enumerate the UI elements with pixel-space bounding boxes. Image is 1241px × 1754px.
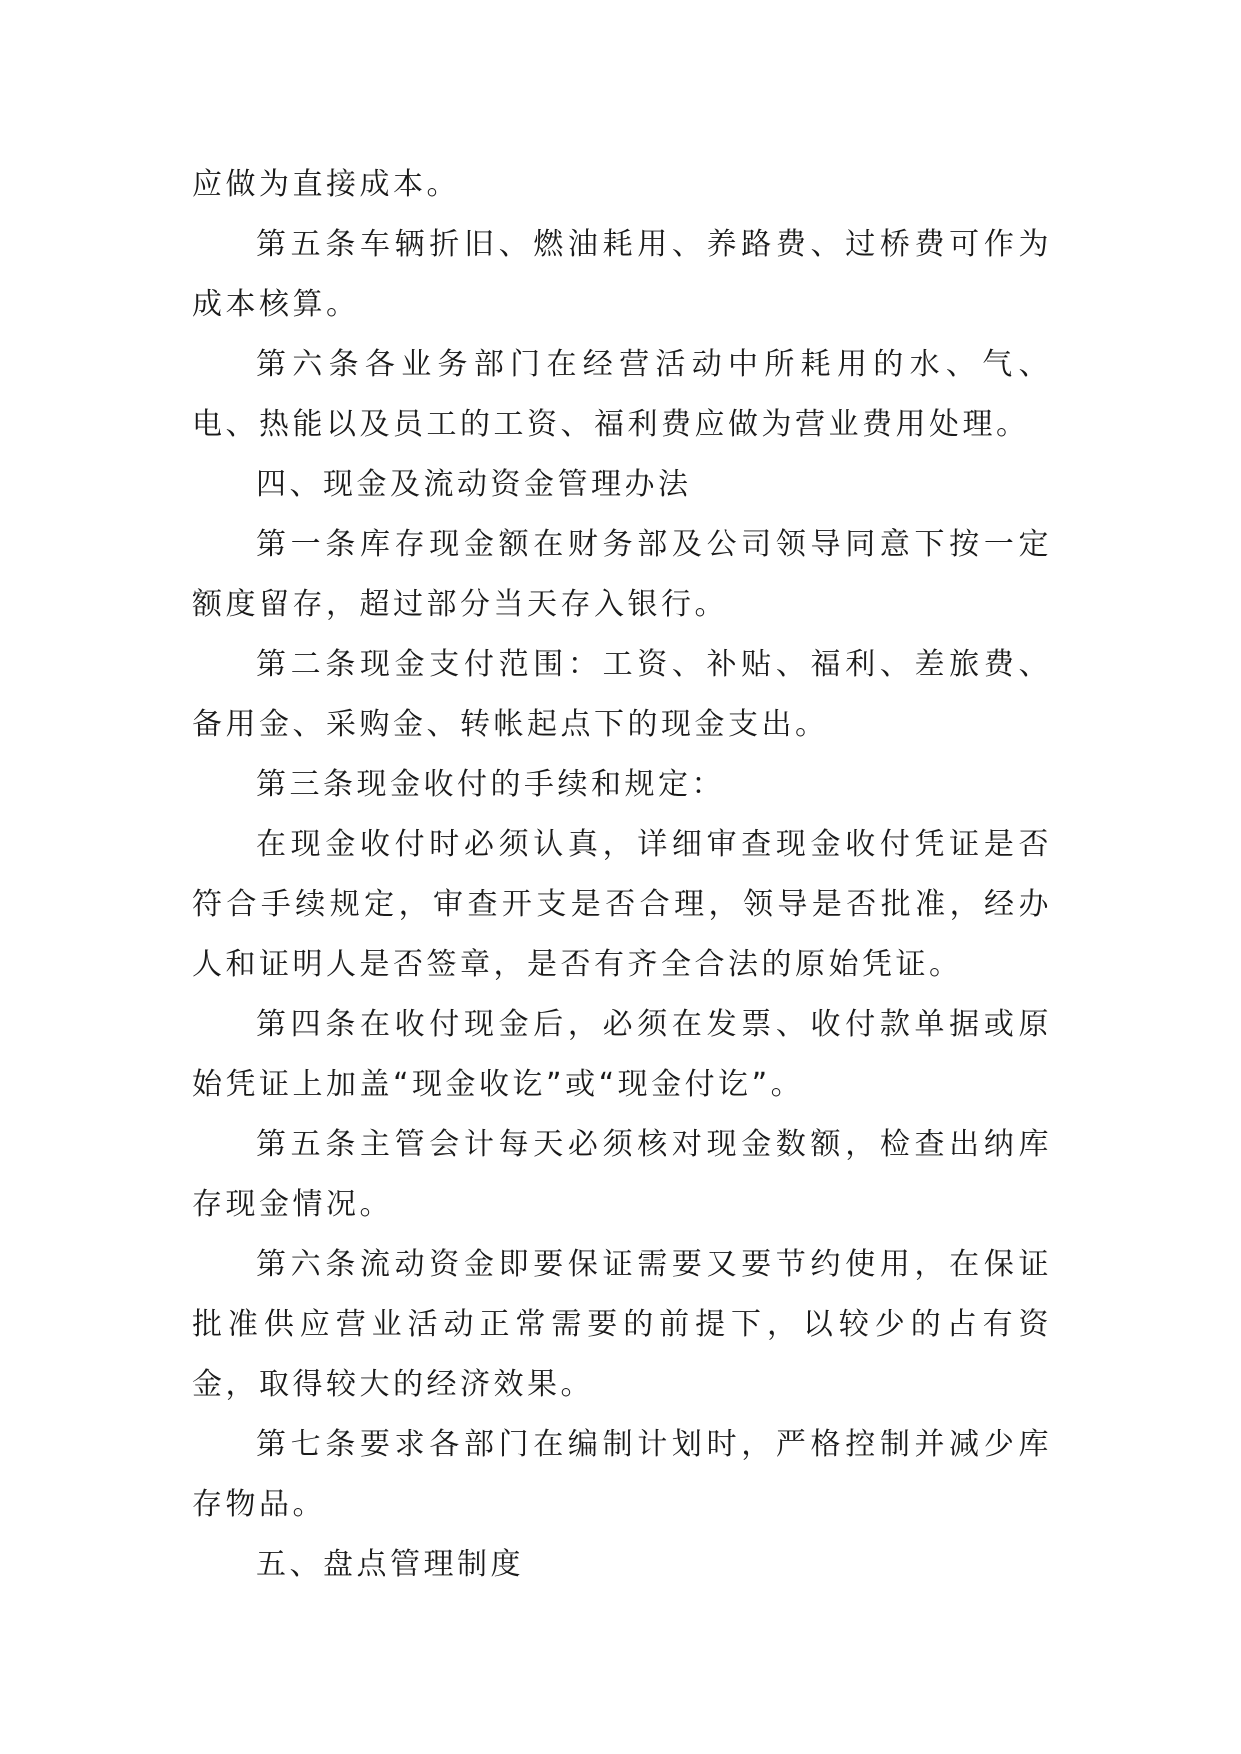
paragraph-cash-article-6: 第六条流动资金即要保证需要又要节约使用，在保证批准供应营业活动正常需要的前提下，以较少的占有资金，取得较大的经济效果。 — [192, 1247, 1052, 1402]
paragraph-article-5: 第五条车辆折旧、燃油耗用、养路费、过桥费可作为成本核算。 — [192, 227, 1052, 322]
paragraph-article-6: 第六条各业务部门在经营活动中所耗用的水、气、电、热能以及员工的工资、福利费应做为营业费用处理。 — [192, 347, 1052, 442]
section-heading-5: 五、盘点管理制度 — [256, 1547, 524, 1582]
paragraph-cash-article-5: 第五条主管会计每天必须核对现金数额，检查出纳库存现金情况。 — [192, 1127, 1052, 1222]
paragraph-cash-article-3-detail: 在现金收付时必须认真，详细审查现金收付凭证是否符合手续规定，审查开支是否合理，领导是否批准，经办人和证明人是否签章，是否有齐全合法的原始凭证。 — [192, 827, 1052, 982]
paragraph-cash-article-2: 第二条现金支付范围：工资、补贴、福利、差旅费、备用金、采购金、转帐起点下的现金支出。 — [192, 647, 1052, 742]
document-body — [192, 155, 1052, 1595]
paragraph-continuation: 应做为直接成本。 — [192, 167, 460, 202]
paragraph-cash-article-3: 第三条现金收付的手续和规定： — [256, 767, 725, 802]
paragraph-cash-article-4: 第四条在收付现金后，必须在发票、收付款单据或原始凭证上加盖“现金收讫”或“现金付讫”。 — [192, 1007, 1052, 1102]
paragraph-cash-article-1: 第一条库存现金额在财务部及公司领导同意下按一定额度留存，超过部分当天存入银行。 — [192, 527, 1052, 622]
paragraph-cash-article-7: 第七条要求各部门在编制计划时，严格控制并减少库存物品。 — [192, 1427, 1052, 1522]
section-heading-4: 四、现金及流动资金管理办法 — [256, 467, 692, 502]
